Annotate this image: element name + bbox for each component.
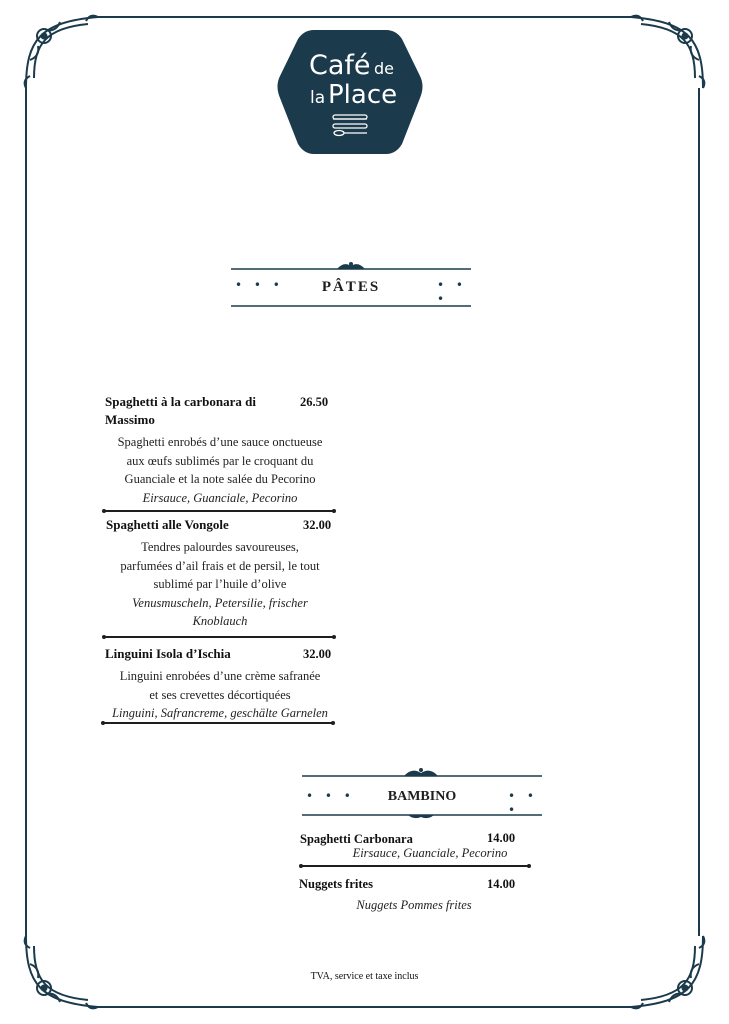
item-description: Tendres palourdes savoureuses, [141, 540, 299, 554]
corner-ornament-icon [25, 16, 98, 88]
item-name: Spaghetti alle Vongole [106, 517, 229, 532]
item-divider [104, 636, 334, 638]
item-price: 32.00 [303, 647, 332, 661]
footer-note: TVA, service et taxe inclus [310, 971, 419, 982]
item-description: aux œufs sublimés par le croquant du [126, 453, 314, 468]
item-ingredients: Venusmuscheln, Petersilie, frischer [132, 595, 308, 610]
logo-word-la: la [310, 88, 326, 108]
logo-word-place: Place [328, 80, 398, 110]
cafe-logo [276, 28, 424, 156]
item-ingredients: Eirsauce, Guanciale, Pecorino [352, 846, 508, 860]
pates-section-header: • • • • • • PÂTES [231, 262, 471, 310]
item-description: parfumées d’ail frais et de persil, le tout [120, 558, 320, 573]
item-description: et ses crevettes décortiquées [149, 687, 291, 702]
item-divider [104, 510, 334, 512]
item-ingredients: Knoblauch [192, 614, 248, 628]
bambino-section-header: • • • • • • BAMBINO [302, 768, 542, 820]
item-name: Spaghetti Carbonara [300, 832, 413, 846]
item-name-cont: Massimo [105, 412, 155, 427]
item-price: 32.00 [303, 518, 332, 532]
item-price: 14.00 [487, 831, 516, 845]
item-divider [301, 865, 529, 867]
item-price: 14.00 [487, 877, 516, 891]
crown-ornament-icon [337, 262, 365, 269]
section-title-pates: PÂTES [321, 279, 381, 295]
logo-word-de: de [374, 59, 394, 78]
item-name: Nuggets frites [299, 877, 373, 891]
item-ingredients: Eirsauce, Guanciale, Pecorino [142, 490, 298, 505]
item-ingredients: Nuggets Pommes frites [356, 898, 472, 912]
item-price: 26.50 [300, 395, 329, 409]
item-description: Guanciale et la note salée du Pecorino [124, 472, 316, 486]
item-name: Spaghetti à la carbonara di [105, 394, 256, 409]
item-ingredients: Linguini, Safrancreme, geschälte Garnelen [112, 706, 328, 720]
item-description: Spaghetti enrobés d’une sauce onctueuse [117, 435, 323, 449]
logo-word-cafe: Café [309, 50, 371, 81]
item-divider [103, 722, 333, 724]
item-name: Linguini Isola d’Ischia [105, 646, 231, 661]
item-description: Linguini enrobées d’une crème safranée [119, 669, 321, 683]
section-title-bambino: BAMBINO [387, 789, 457, 804]
item-description: sublimé par l’huile d’olive [153, 577, 287, 591]
